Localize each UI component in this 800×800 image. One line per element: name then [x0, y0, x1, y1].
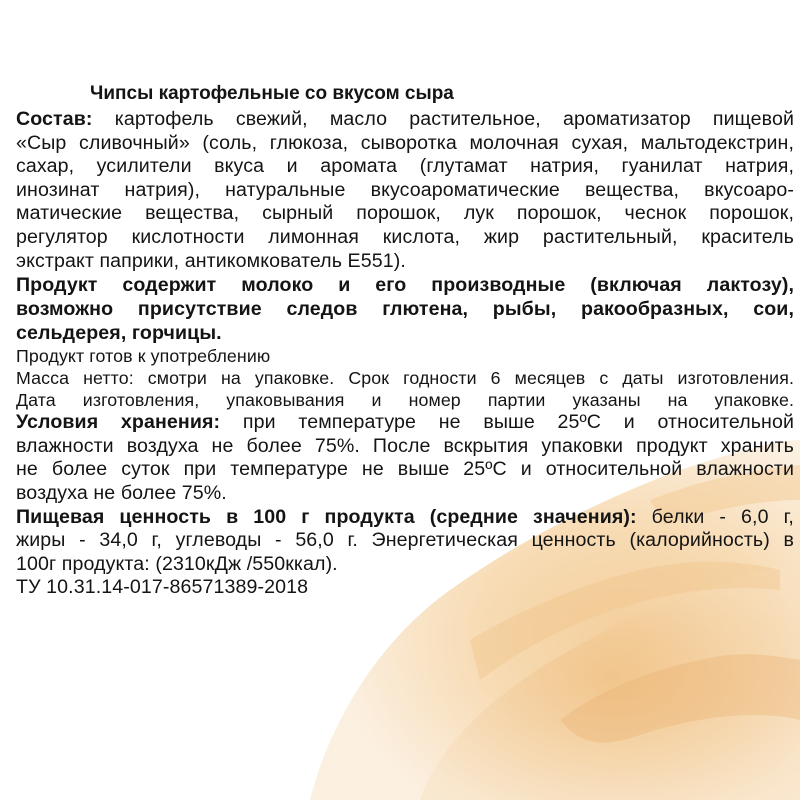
storage-section: [16, 411, 794, 505]
composition-label: Состав:: [16, 108, 93, 130]
composition-line: инозинат натрия), натуральные вкусоароматические вещества, вкусоаро-: [16, 178, 794, 201]
product-title: Чипсы картофельные со вкусом сыра: [90, 83, 454, 104]
composition-line: регулятор кислотности лимонная кислота, жир растительный, краситель: [16, 225, 794, 248]
allergens-line: возможно присутствие следов глютена, рыбы, ракообразных, сои,: [16, 298, 794, 321]
ready-to-eat-text: Продукт готов к употреблению: [16, 346, 271, 367]
composition-line: матические вещества, сырный порошок, лук порошок, чеснок порошок,: [16, 202, 794, 225]
composition-line: «Сыр сливочный» (соль, глюкоза, сыворотка молочная сухая, мальтодекстрин,: [16, 131, 794, 154]
product-label-text: [16, 82, 794, 600]
storage-line: не более суток при температуре не выше 25ºС и относительной влажности: [16, 458, 794, 481]
nutrition-line: белки - 6,0 г,: [651, 505, 794, 528]
composition-line: сахар, усилители вкуса и аромата (глутамат натрия, гуанилат натрия,: [16, 155, 794, 178]
allergens-line: Продукт содержит молоко и его производные (включая лактозу),: [16, 274, 794, 297]
nutrition-line: 100г продукта: (2310кДж /550ккал).: [16, 552, 338, 575]
nutrition-line: жиры - 34,0 г, углеводы - 56,0 г. Энергетическая ценность (калорийность) в: [16, 529, 794, 552]
nutrition-section: [16, 506, 794, 577]
composition-line: картофель свежий, масло растительное, ароматизатор пищевой: [114, 108, 794, 130]
manufacture-date-text: Дата изготовления, упаковывания и номер партии указаны на упаковке.: [16, 390, 794, 411]
storage-label: Условия хранения:: [16, 411, 221, 434]
storage-line: при температуре не выше 25ºС и относительной: [242, 411, 794, 434]
nutrition-label: Пищевая ценность в 100 г продукта (средние значения):: [16, 505, 637, 528]
storage-line: воздуха не более 75%.: [16, 481, 227, 504]
allergens-section: [16, 273, 794, 345]
allergens-line: сельдерея, горчицы.: [16, 322, 222, 345]
storage-line: влажности воздуха не более 75%. После вскрытия упаковки продукт хранить: [16, 434, 794, 457]
net-mass-text: Масса нетто: смотри на упаковке. Срок годности 6 месяцев с даты изготовления.: [16, 368, 794, 389]
composition-line: экстракт паприки, антикомкователь Е551).: [16, 249, 406, 272]
composition-section: [16, 108, 794, 273]
tu-standard-text: ТУ 10.31.14-017-86571389-2018: [16, 576, 309, 599]
